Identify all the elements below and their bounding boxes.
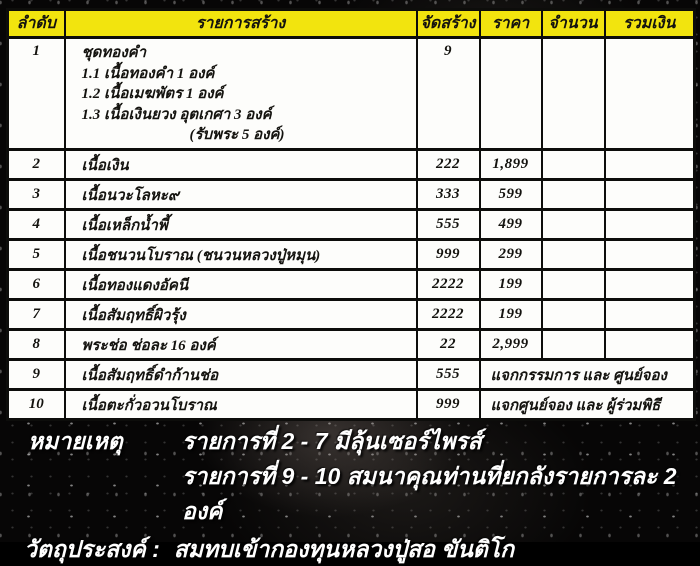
price-table [6, 8, 696, 421]
cell-no: 9 [8, 360, 65, 390]
item-line: ชุดทองคำ [81, 45, 147, 61]
cell-no: 10 [8, 390, 65, 420]
col-header-qty: จำนวน [542, 10, 605, 38]
purpose-text: สมทบเข้ากองทุนหลวงปู่สอ ขันติโก [173, 536, 515, 562]
cell-no: 5 [8, 240, 65, 270]
cell-note: แจกกรรมการ และ ศูนย์จอง [480, 360, 695, 390]
note-lines [182, 424, 700, 529]
cell-item: เนื้อสัมฤทธิ์ดำก้านช่อ [65, 360, 417, 390]
cell-price: 299 [480, 240, 542, 270]
col-header-item: รายการสร้าง [65, 10, 417, 38]
cell-qty [542, 150, 605, 180]
col-header-total: รวมเงิน [605, 10, 695, 38]
cell-item [65, 38, 417, 150]
cell-total [605, 150, 695, 180]
cell-made: 555 [417, 210, 480, 240]
note-line: รายการที่ 2 - 7 มีลุ้นเซอร์ไพรส์ [182, 428, 482, 454]
cell-price: 599 [480, 180, 542, 210]
cell-item: พระช่อ ช่อละ 16 องค์ [65, 330, 417, 360]
cell-qty [542, 38, 605, 150]
cell-qty [542, 210, 605, 240]
cell-qty [542, 240, 605, 270]
cell-item: เนื้อนวะโลหะ๙ [65, 180, 417, 210]
note-row [0, 424, 700, 529]
cell-no: 6 [8, 270, 65, 300]
item-line: 1.1 เนื้อทองคำ 1 องค์ [81, 65, 215, 82]
cell-no: 8 [8, 330, 65, 360]
note-label: หมายเหตุ [28, 428, 123, 454]
cell-price: 1,899 [480, 150, 542, 180]
cell-item: เนื้อทองแดงอัคนี [65, 270, 417, 300]
cell-no: 2 [8, 150, 65, 180]
cell-price: 499 [480, 210, 542, 240]
table-row [8, 360, 695, 390]
cell-price: 2,999 [480, 330, 542, 360]
table-row [8, 38, 695, 150]
cell-no: 3 [8, 180, 65, 210]
cell-total [605, 38, 695, 150]
col-header-ordinal: ลำดับ [8, 10, 65, 38]
cell-total [605, 210, 695, 240]
note-line: รายการที่ 9 - 10 สมนาคุณท่านที่ยกลังรายการละ 2 องค์ [182, 463, 677, 524]
cell-total [605, 270, 695, 300]
cell-item: เนื้อสัมฤทธิ์ผิวรุ้ง [65, 300, 417, 330]
table-row [8, 390, 695, 420]
purpose-row [0, 533, 700, 566]
cell-no: 1 [8, 38, 65, 150]
cell-item: เนื้อตะกั่วอวนโบราณ [65, 390, 417, 420]
cell-item: เนื้อชนวนโบราณ (ชนวนหลวงปู่หมุน) [65, 240, 417, 270]
table-row [8, 180, 695, 210]
cell-note: แจกศูนย์จอง และ ผู้ร่วมพิธี [480, 390, 695, 420]
item-line: (รับพระ 5 องค์) [189, 127, 285, 143]
cell-qty [542, 330, 605, 360]
item-line: 1.2 เนื้อเมฆพัตร 1 องค์ [81, 86, 224, 102]
table-row [8, 300, 695, 330]
cell-made: 999 [417, 390, 480, 420]
cell-item: เนื้อเหล็กน้ำพี้ [65, 210, 417, 240]
cell-made: 2222 [417, 270, 480, 300]
cell-total [605, 330, 695, 360]
cell-total [605, 240, 695, 270]
cell-no: 4 [8, 210, 65, 240]
cell-price [480, 38, 542, 150]
table-row [8, 150, 695, 180]
cell-made: 333 [417, 180, 480, 210]
item-line: 1.3 เนื้อเงินยวง อุตเกศา 3 องค์ [81, 106, 272, 123]
cell-made: 2222 [417, 300, 480, 330]
table-row [8, 330, 695, 360]
cell-qty [542, 180, 605, 210]
cell-made: 555 [417, 360, 480, 390]
cell-made: 222 [417, 150, 480, 180]
cell-made: 999 [417, 240, 480, 270]
table-row [8, 240, 695, 270]
cell-made: 22 [417, 330, 480, 360]
table-row [8, 210, 695, 240]
col-header-price: ราคา [480, 10, 542, 38]
cell-no: 7 [8, 300, 65, 330]
header-row [8, 10, 695, 38]
cell-made: 9 [417, 38, 480, 150]
cell-price: 199 [480, 300, 542, 330]
purpose-label: วัตถุประสงค์ : [24, 536, 160, 562]
cell-item: เนื้อเงิน [65, 150, 417, 180]
cell-total [605, 300, 695, 330]
footer-notes [0, 424, 700, 566]
item-lines [82, 40, 415, 146]
cell-qty [542, 270, 605, 300]
cell-qty [542, 300, 605, 330]
table-row [8, 270, 695, 300]
cell-total [605, 180, 695, 210]
cell-price: 199 [480, 270, 542, 300]
col-header-made: จัดสร้าง [417, 10, 480, 38]
